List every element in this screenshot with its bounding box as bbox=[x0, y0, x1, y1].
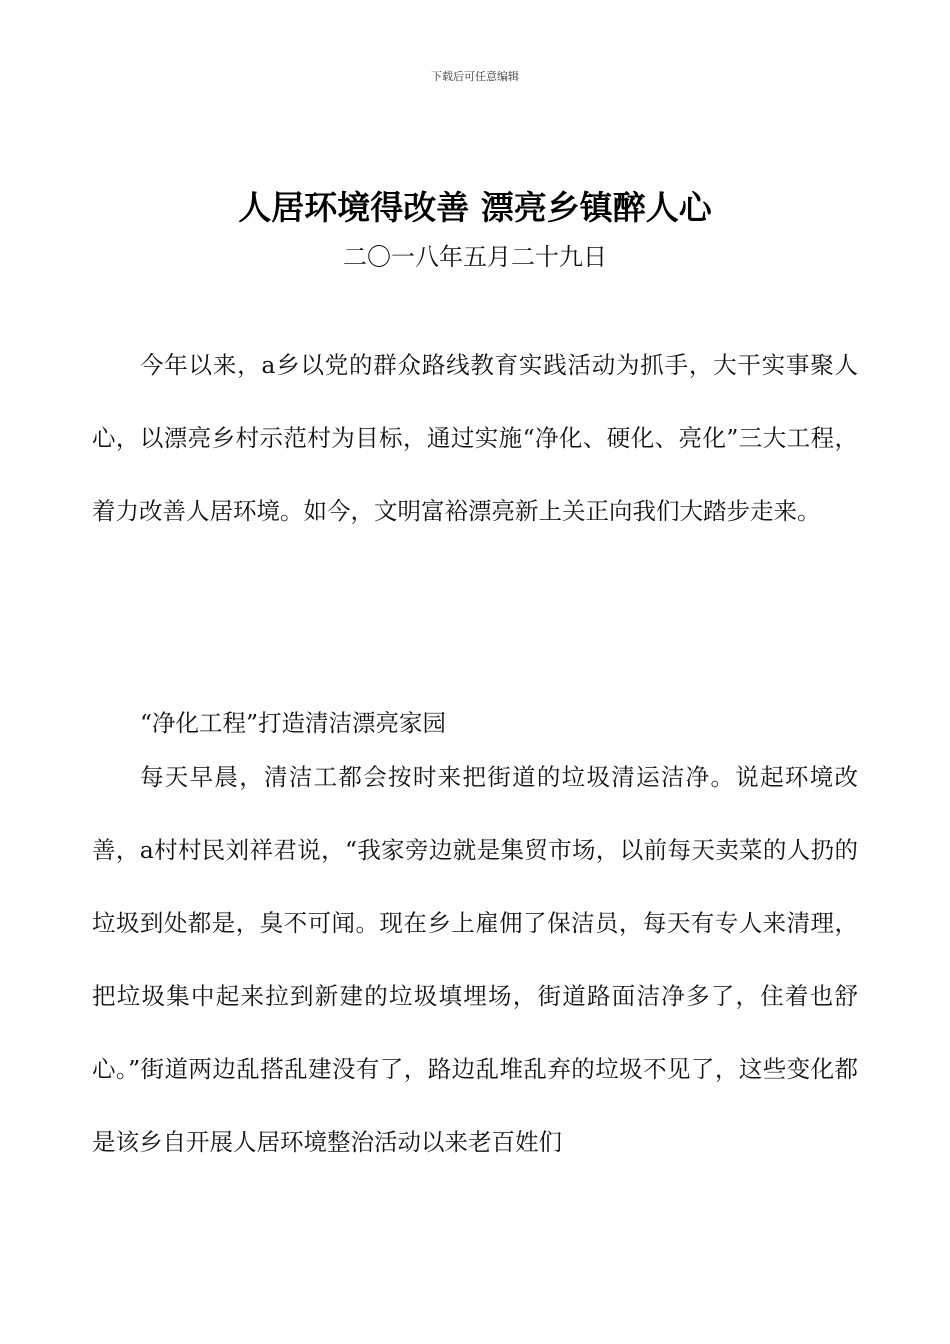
intro-paragraph: 今年以来，a乡以党的群众路线教育实践活动为抓手，大干实事聚人心，以漂亮乡村示范村为目标，通过实施“净化、硬化、亮化”三大工程，着力改善人居环境。如今，文明富裕漂亮新上关正向我们大踏步走来。 bbox=[92, 351, 858, 525]
section-body-paragraph: 每天早晨，清洁工都会按时来把街道的垃圾清运洁净。说起环境改善，a村村民刘祥君说，“我家旁边就是集贸市场，以前每天卖菜的人扔的垃圾到处都是，臭不可闻。现在乡上雇佣了保洁员，每天有专人来清理，把垃圾集中起来拉到新建的垃圾填埋场，街道路面洁净多了，住着也舒心。”街道两边乱搭乱建没有了，路边乱堆乱弃的垃圾不见了，这些变化都是该乡自开展人居环境整治活动以来老百姓们 bbox=[92, 763, 858, 1156]
section-heading: “净化工程”打造清洁漂亮家园 bbox=[140, 709, 447, 737]
document-title: 人居环境得改善 漂亮乡镇醉人心 bbox=[238, 188, 712, 227]
document-date: 二〇一八年五月二十九日 bbox=[343, 243, 607, 271]
page-header-note: 下载后可任意编辑 bbox=[431, 70, 519, 83]
